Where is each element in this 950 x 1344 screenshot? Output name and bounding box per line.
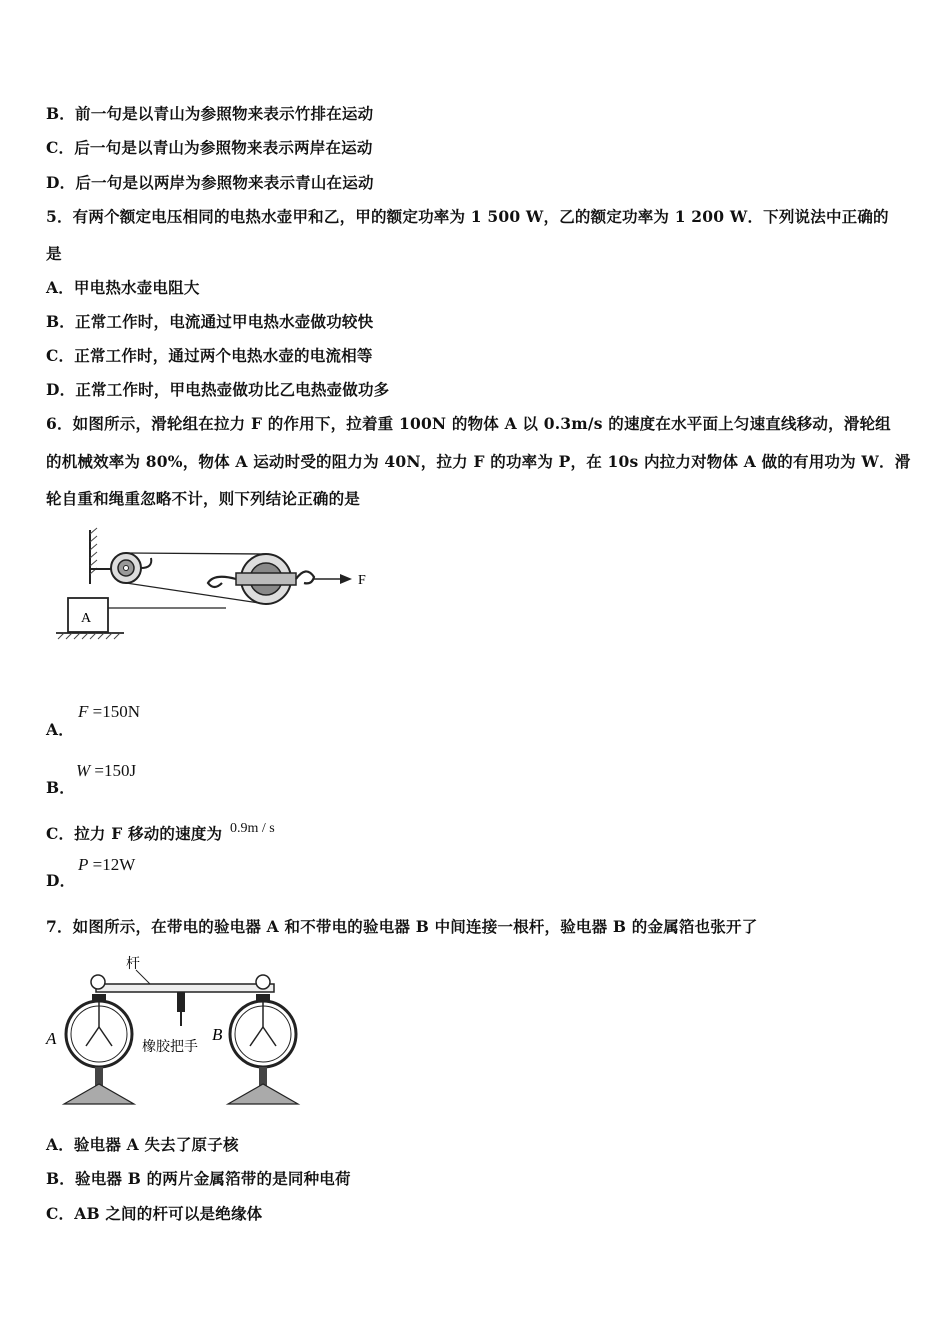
q6-stem-line2: 的机械效率为 80%，物体 A 运动时受的阻力为 40N，拉力 F 的功率为 P，在 10s 内拉力对物体 A 做的有用功为 W．滑 xyxy=(46,452,911,471)
q6-stem-line1: 6．如图所示，滑轮组在拉力 F 的作用下，拉着重 100N 的物体 A 以 0.3m/s 的速度在水平面上匀速直线移动，滑轮组 xyxy=(46,414,891,433)
q6-stem-line3: 轮自重和绳重忽略不计，则下列结论正确的是 xyxy=(46,489,361,508)
q5-option-c: C．正常工作时，通过两个电热水壶的电流相等 xyxy=(46,346,373,365)
q6-option-b-letter: B． xyxy=(46,778,76,797)
q6-option-d-var: P xyxy=(78,855,89,874)
q5-stem-line2: 是 xyxy=(46,244,62,263)
q6-option-b-formula xyxy=(76,761,136,781)
q5-option-a: A．甲电热水壶电阻大 xyxy=(46,278,200,297)
electroscope-b-label: B xyxy=(212,1025,223,1044)
q6-option-a-var: F xyxy=(78,702,89,721)
q6-option-b-value: =150J xyxy=(94,761,137,780)
electroscope-a-label: A xyxy=(46,1029,57,1048)
rod-label: 杆 xyxy=(126,957,140,972)
handle-label: 橡胶把手 xyxy=(142,1040,198,1055)
pulley-figure xyxy=(44,522,384,647)
q6-option-d-formula xyxy=(78,855,135,875)
q4-option-c: C．后一句是以青山为参照物来表示两岸在运动 xyxy=(46,138,373,157)
q5-option-b: B．正常工作时，电流通过甲电热水壶做功较快 xyxy=(46,312,374,331)
q4-option-b: B．前一句是以青山为参照物来表示竹排在运动 xyxy=(46,104,374,123)
q5-stem-line1: 5．有两个额定电压相同的电热水壶甲和乙，甲的额定功率为 1 500 W，乙的额定功率为 1 200 W．下列说法中正确的 xyxy=(46,207,889,226)
q5-option-d: D．正常工作时，甲电热壶做功比乙电热壶做功多 xyxy=(46,380,390,399)
q6-option-a-formula xyxy=(78,702,140,722)
q6-option-d-value: =12W xyxy=(92,855,136,874)
q7-stem: 7．如图所示，在带电的验电器 A 和不带电的验电器 B 中间连接一根杆，验电器 B 的金属箔也张开了 xyxy=(46,917,758,936)
q6-option-c-value: 0.9m / s xyxy=(230,821,275,836)
q4-option-d: D．后一句是以两岸为参照物来表示青山在运动 xyxy=(46,173,374,192)
block-a-label: A xyxy=(81,611,92,626)
q6-option-a-value: =150N xyxy=(92,702,141,721)
q6-option-a-letter: A． xyxy=(46,720,74,739)
q7-option-c: C．AB 之间的杆可以是绝缘体 xyxy=(46,1204,263,1223)
force-label: F xyxy=(358,573,366,588)
q6-option-b-var: W xyxy=(76,761,91,780)
q6-option-c-text: C．拉力 F 移动的速度为 xyxy=(46,824,223,843)
q7-option-b: B．验电器 B 的两片金属箔带的是同种电荷 xyxy=(46,1169,351,1188)
electroscope-figure xyxy=(40,952,330,1112)
q6-option-d-letter: D． xyxy=(46,871,76,890)
q7-option-a: A．验电器 A 失去了原子核 xyxy=(46,1135,239,1154)
